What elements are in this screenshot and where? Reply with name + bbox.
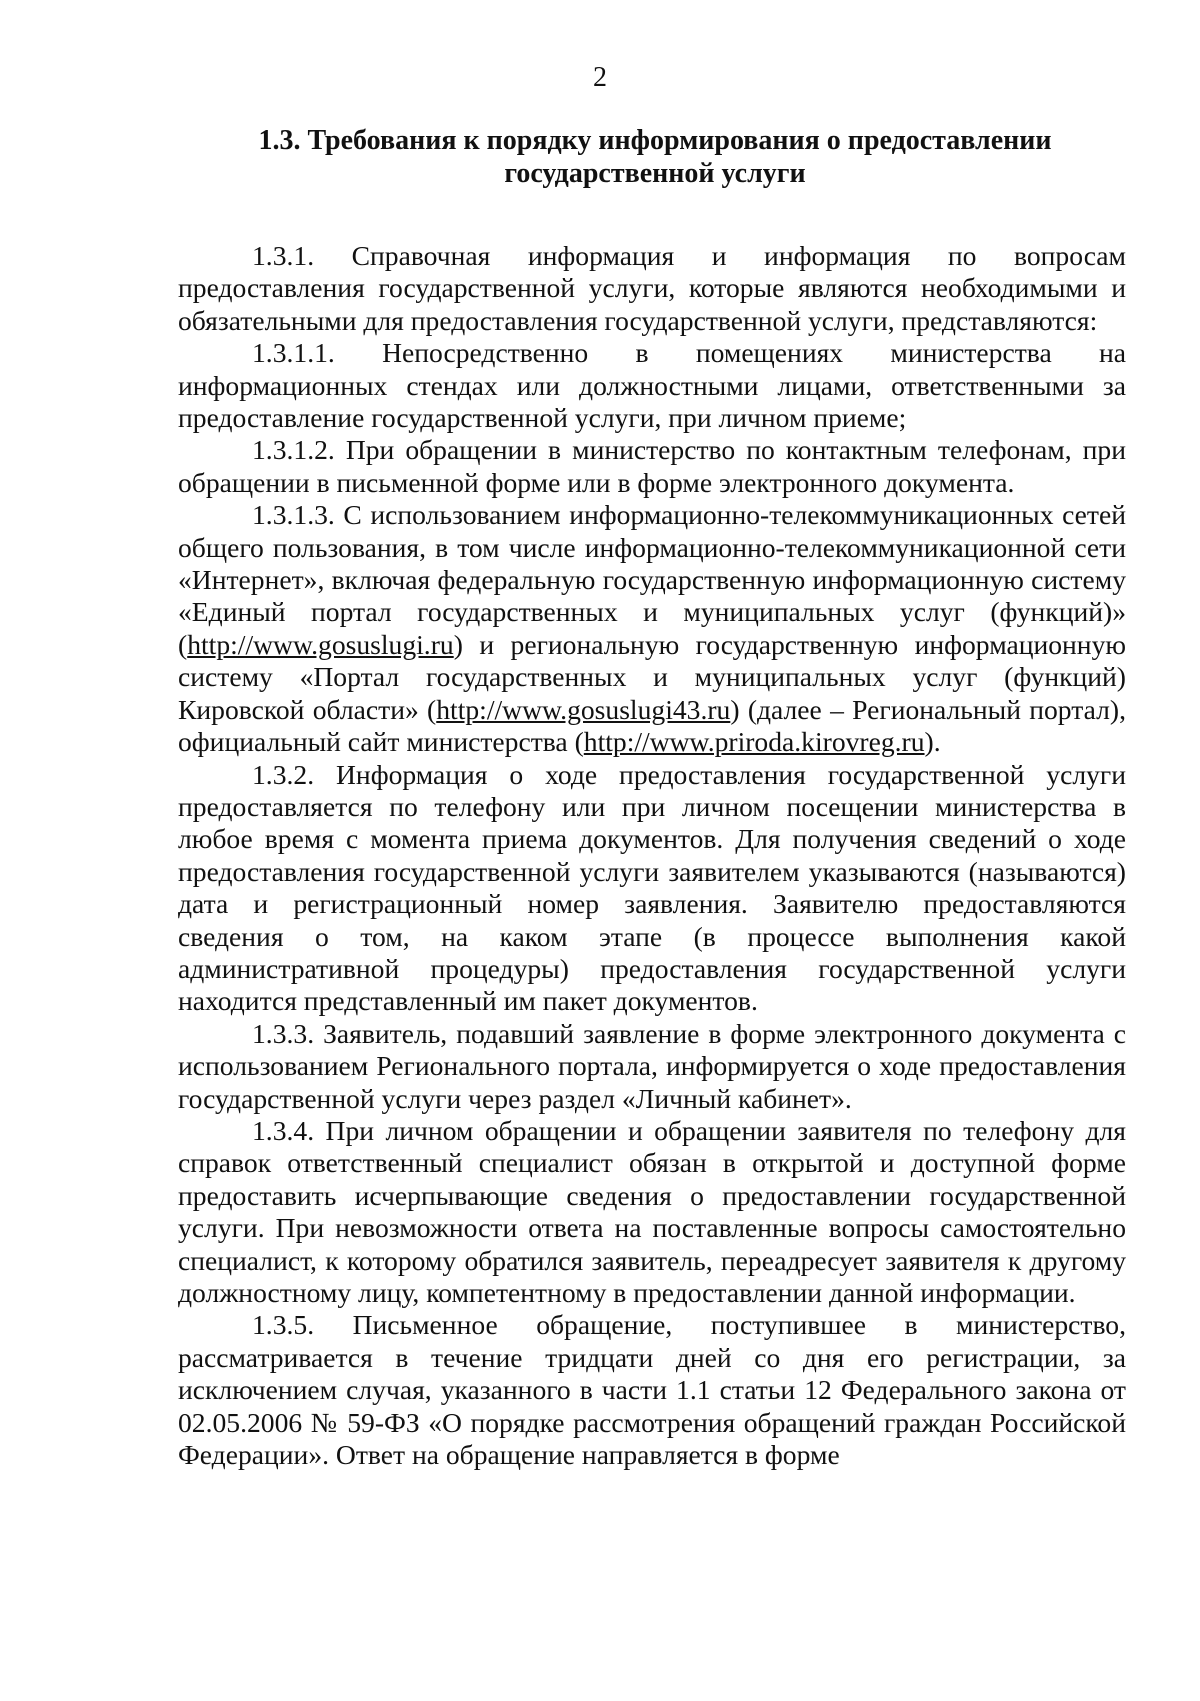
paragraph-text: 1.3.1.3. С использованием информационно-телекоммуникационных сетей общего пользования, в том числе информационно-телекоммуникационной сети «Интернет», включая федеральную государственную информационную систему «Единый портал государственных и муниципальных услуг (функций)» ( [178,499,1126,660]
paragraph-text: ) и региональную государственную информационную систему «Портал государственных и муниципальных услуг (функций) Кировской области» ( [178,628,1126,725]
document-body [178,240,1126,1471]
link-gosuslugi43[interactable]: http://www.gosuslugi43.ru [436,693,731,725]
paragraph-1-3-1-1: 1.3.1.1. Непосредственно в помещениях министерства на информационных стендах или должностными лицами, ответственными за предоставление государственной услуги, при личном приеме; [178,337,1126,434]
link-priroda-kirovreg[interactable]: http://www.priroda.kirovreg.ru [583,726,925,758]
section-heading [180,124,1130,190]
paragraph-1-3-1: 1.3.1. Справочная информация и информация по вопросам предоставления государственной услуги, которые являются необходимыми и обязательными для предоставления государственной услуги, представляются: [178,240,1126,336]
paragraph-1-3-1-3 [178,499,1126,758]
section-heading-line-1: 1.3. Требования к порядку информирования о предоставлении [258,125,1052,156]
link-gosuslugi[interactable]: http://www.gosuslugi.ru [187,628,454,660]
section-heading-line-2: государственной услуги [504,158,806,189]
paragraph-text: ). [924,726,941,758]
paragraph-1-3-1-2: 1.3.1.2. При обращении в министерство по контактным телефонам, при обращении в письменной форме или в форме электронного документа. [178,434,1126,498]
paragraph-text: ) (далее – Региональный портал), официальный сайт министерства ( [178,693,1126,758]
paragraph-1-3-3: 1.3.3. Заявитель, подавший заявление в форме электронного документа с использованием Регионального портала, информируется о ходе предоставления государственной услуги через раздел «Личный кабинет». [178,1017,1126,1114]
paragraph-1-3-4: 1.3.4. При личном обращении и обращении заявителя по телефону для справок ответственный специалист обязан в открытой и доступной форме предоставить исчерпывающие сведения о предоставлении государственной услуги. При невозможности ответа на поставленные вопросы самостоятельно специалист, к которому обратился заявитель, переадресует заявителя к другому должностному лицу, компетентному в предоставлении данной информации. [178,1114,1126,1308]
paragraph-1-3-5: 1.3.5. Письменное обращение, поступившее в министерство, рассматривается в течение тридцати дней со дня его регистрации, за исключением случая, указанного в части 1.1 статьи 12 Федерального закона от 02.05.2006 № 59-ФЗ «О порядке рассмотрения обращений граждан Российской Федерации». Ответ на обращение направляется в форме [178,1309,1126,1471]
page-number: 2 [593,62,607,93]
paragraph-1-3-2: 1.3.2. Информация о ходе предоставления государственной услуги предоставляется по телефону или при личном посещении министерства в любое время с момента приема документов. Для получения сведений о ходе предоставления государственной услуги заявителем указываются (называются) дата и регистрационный номер заявления. Заявителю предоставляются сведения о том, на каком этапе (в процессе выполнения какой административной процедуры) предоставления государственной услуги находится представленный им пакет документов. [178,758,1126,1017]
